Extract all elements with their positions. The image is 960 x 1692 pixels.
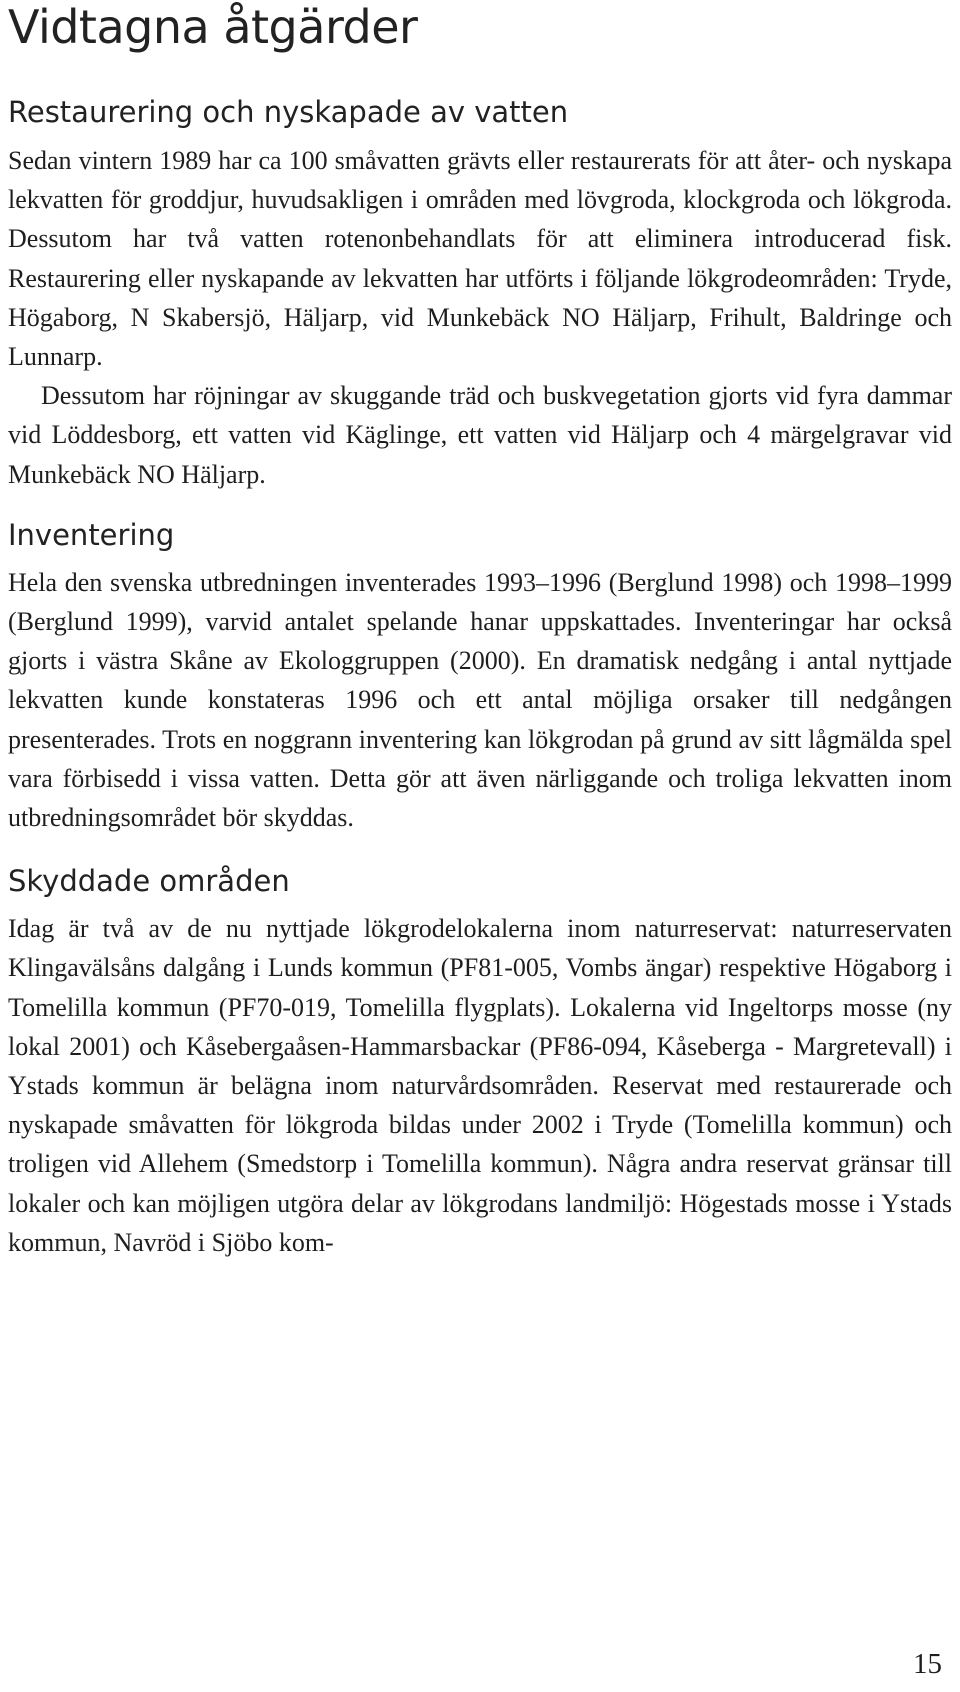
paragraph-skyddade-omraden: Idag är två av de nu nyttjade lökgrodelokalerna inom naturreservat: naturreservaten Klingavälsåns dalgång i Lunds kommun (PF81-005, Vombs ängar) respektive Högaborg i Tomelilla kommun (PF70-019, Tomelilla flygplats). Lokalerna vid Ingeltorps mosse (ny lokal 2001) och Kåsebergaåsen-Hammarsbackar (PF86-094, Kåseberga - Margretevall) i Ystads kommun är belägna inom naturvårdsområden. Reservat med restaurerade och nyskapade småvatten för lökgroda bildas under 2002 i Tryde (Tomelilla kommun) och troligen vid Allehem (Smedstorp i Tomelilla kommun). Några andra reservat gränsar till lokaler och kan möjligen utgöra delar av lökgrodans landmiljö: Högestads mosse i Ystads kommun, Navröd i Sjöbo kom-	[8, 914, 952, 1257]
document-page	[8, 0, 952, 1262]
page-number: 15	[913, 1648, 942, 1680]
paragraph-restaurering-2: Dessutom har röjningar av skuggande träd och buskvegetation gjorts vid fyra dammar vid Löddesborg, ett vatten vid Käglinge, ett vatten vid Häljarp och 4 märgelgravar vid Munkebäck NO Häljarp.	[8, 381, 952, 489]
paragraph-restaurering-1: Sedan vintern 1989 har ca 100 småvatten grävts eller restaurerats för att åter- och nyskapa lekvatten för groddjur, huvudsakligen i områden med lövgroda, klockgroda och lökgroda. Dessutom har två vatten rotenonbehandlats för att eliminera introducerad fisk. Restaurering eller nyskapande av lekvatten har utförts i följande lökgrodeområden: Tryde, Högaborg, N Skabersjö, Häljarp, vid Munkebäck NO Häljarp, Frihult, Baldringe och Lunnarp.	[8, 146, 952, 372]
section-heading-restaurering: Restaurering och nyskapade av vatten	[8, 95, 569, 129]
page-title: Vidtagna åtgärder	[8, 0, 418, 54]
section-heading-inventering: Inventering	[8, 517, 175, 552]
paragraph-inventering: Hela den svenska utbredningen inventerades 1993–1996 (Berglund 1998) och 1998–1999 (Berglund 1999), varvid antalet spelande hanar uppskattades. Inventeringar har också gjorts i västra Skåne av Ekologgruppen (2000). En dramatisk nedgång i antal nyttjade lekvatten kunde konstateras 1996 och ett antal möjliga orsaker till nedgången presenterades. Trots en noggrann inventering kan lökgrodan på grund av sitt lågmälda spel vara förbisedd i vissa vatten. Detta gör att även närliggande och troliga lekvatten inom utbredningsområdet bör skyddas.	[8, 567, 952, 833]
section-restaurering	[8, 92, 952, 494]
section-skyddade-omraden	[8, 861, 952, 1262]
section-heading-skyddade-omraden: Skyddade områden	[8, 864, 290, 899]
section-inventering	[8, 515, 952, 837]
